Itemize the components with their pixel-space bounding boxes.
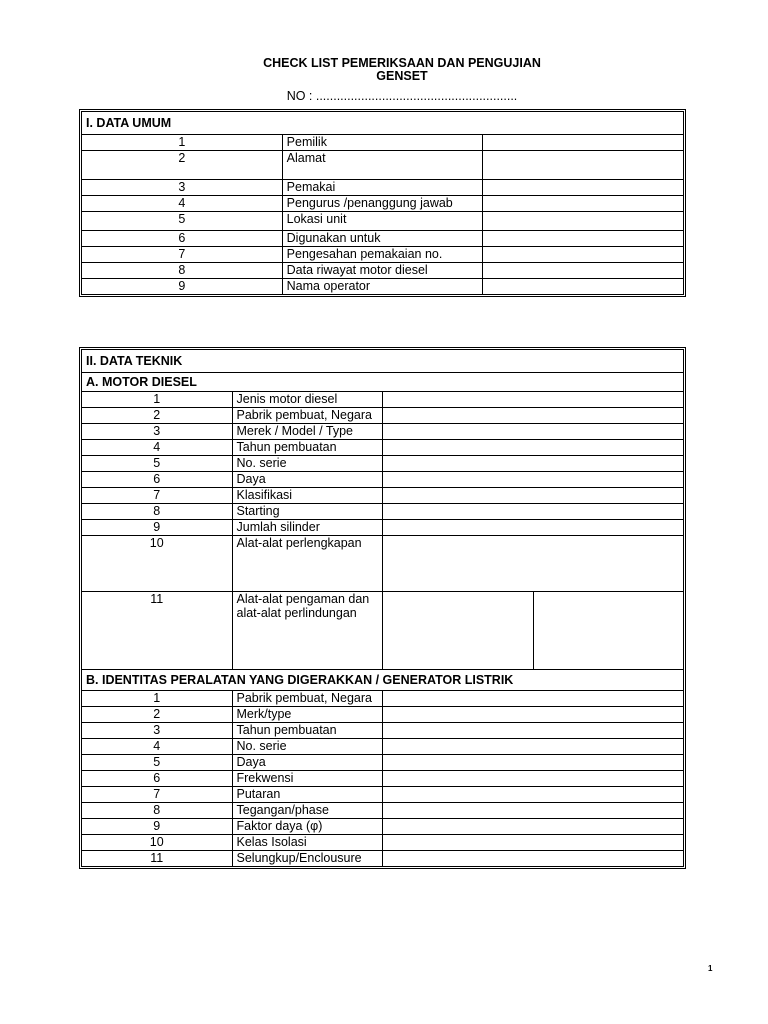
table-row — [82, 520, 684, 536]
row-number: 4 — [82, 440, 233, 456]
row-number: 5 — [82, 755, 233, 771]
row-number: 7 — [82, 488, 233, 504]
table-row — [82, 803, 684, 819]
row-number: 4 — [82, 739, 233, 755]
document-title: CHECK LIST PEMERIKSAAN DAN PENGUJIAN — [263, 56, 541, 70]
row-label: No. serie — [232, 456, 383, 472]
page-number: 1 — [708, 964, 713, 973]
value-cell[interactable] — [483, 180, 684, 196]
value-cell[interactable] — [483, 151, 684, 180]
table-row — [82, 440, 684, 456]
row-label: Data riwayat motor diesel — [282, 263, 483, 279]
value-cell[interactable] — [483, 212, 684, 231]
row-number: 8 — [82, 803, 233, 819]
data-teknik-table — [79, 347, 686, 869]
row-label: Pemilik — [282, 135, 483, 151]
value-cell[interactable] — [383, 472, 684, 488]
table-row — [82, 212, 684, 231]
row-label: Alat-alat pengaman dan alat-alat perlindungan — [232, 592, 383, 670]
value-cell[interactable] — [483, 263, 684, 279]
row-number: 6 — [82, 231, 283, 247]
row-number: 2 — [82, 408, 233, 424]
table-row — [82, 536, 684, 592]
table-row — [82, 180, 684, 196]
table-row — [82, 755, 684, 771]
table-row — [82, 787, 684, 803]
value-cell[interactable] — [383, 739, 684, 755]
row-label: Starting — [232, 504, 383, 520]
row-label: Digunakan untuk — [282, 231, 483, 247]
row-label: Tegangan/phase — [232, 803, 383, 819]
row-label: Jumlah silinder — [232, 520, 383, 536]
value-cell[interactable] — [383, 771, 684, 787]
value-cell[interactable] — [383, 424, 684, 440]
section-heading: II. DATA TEKNIK — [82, 350, 684, 373]
row-label: Tahun pembuatan — [232, 723, 383, 739]
table-row — [82, 231, 684, 247]
table-row — [82, 691, 684, 707]
table-row — [82, 771, 684, 787]
row-number: 1 — [82, 392, 233, 408]
row-label: Merek / Model / Type — [232, 424, 383, 440]
table-row — [82, 456, 684, 472]
row-label: Putaran — [232, 787, 383, 803]
value-cell[interactable] — [383, 835, 684, 851]
value-cell[interactable] — [383, 408, 684, 424]
table-row — [82, 392, 684, 408]
value-cell[interactable] — [383, 456, 684, 472]
row-number: 2 — [82, 707, 233, 723]
table-row — [82, 707, 684, 723]
row-label: Alamat — [282, 151, 483, 180]
table-row — [82, 819, 684, 835]
subsection-heading: B. IDENTITAS PERALATAN YANG DIGERAKKAN / GENERATOR LISTRIK — [82, 670, 684, 691]
value-cell[interactable] — [483, 135, 684, 151]
row-number: 10 — [82, 536, 233, 592]
table-row — [82, 504, 684, 520]
table-row — [82, 488, 684, 504]
row-label: Pemakai — [282, 180, 483, 196]
data-umum-table — [79, 109, 686, 297]
row-label: Daya — [232, 755, 383, 771]
table-row — [82, 851, 684, 867]
section-heading: I. DATA UMUM — [82, 112, 684, 135]
row-number: 6 — [82, 472, 233, 488]
row-number: 7 — [82, 787, 233, 803]
value-cell[interactable] — [383, 440, 684, 456]
row-number: 6 — [82, 771, 233, 787]
table-row — [82, 279, 684, 295]
document-number-line: NO : .......................................................... — [286, 89, 518, 103]
row-label: Selungkup/Enclousure — [232, 851, 383, 867]
row-label: Merk/type — [232, 707, 383, 723]
row-label: Klasifikasi — [232, 488, 383, 504]
row-label: No. serie — [232, 739, 383, 755]
row-label: Pengesahan pemakaian no. — [282, 247, 483, 263]
row-number: 3 — [82, 424, 233, 440]
row-number: 8 — [82, 263, 283, 279]
row-number: 9 — [82, 520, 233, 536]
table-row — [82, 408, 684, 424]
row-label: Frekwensi — [232, 771, 383, 787]
value-cell[interactable] — [483, 247, 684, 263]
row-number: 11 — [82, 592, 233, 670]
table-row — [82, 835, 684, 851]
value-cell[interactable] — [383, 723, 684, 739]
table-row — [82, 424, 684, 440]
table-row — [82, 723, 684, 739]
table-row — [82, 247, 684, 263]
value-cell[interactable] — [383, 504, 684, 520]
value-cell[interactable] — [483, 196, 684, 212]
value-cell[interactable] — [483, 231, 684, 247]
value-cell[interactable] — [383, 592, 534, 670]
row-label: Daya — [232, 472, 383, 488]
row-number: 3 — [82, 723, 233, 739]
table-row — [82, 739, 684, 755]
value-cell[interactable] — [383, 520, 684, 536]
row-label: Tahun pembuatan — [232, 440, 383, 456]
table-row — [82, 135, 684, 151]
table-row — [82, 263, 684, 279]
value-cell[interactable] — [383, 803, 684, 819]
table-row — [82, 151, 684, 180]
row-number: 1 — [82, 691, 233, 707]
table-row — [82, 592, 684, 670]
row-number: 9 — [82, 279, 283, 295]
row-label: Pabrik pembuat, Negara — [232, 408, 383, 424]
row-label: Jenis motor diesel — [232, 392, 383, 408]
row-number: 10 — [82, 835, 233, 851]
value-cell[interactable] — [383, 707, 684, 723]
row-number: 5 — [82, 456, 233, 472]
row-number: 1 — [82, 135, 283, 151]
value-cell[interactable] — [383, 819, 684, 835]
value-cell[interactable] — [383, 755, 684, 771]
row-label: Nama operator — [282, 279, 483, 295]
value-cell[interactable] — [383, 691, 684, 707]
value-cell[interactable] — [533, 592, 684, 670]
value-cell[interactable] — [383, 787, 684, 803]
row-label: Alat-alat perlengkapan — [232, 536, 383, 592]
row-number: 3 — [82, 180, 283, 196]
table-row — [82, 196, 684, 212]
row-label: Faktor daya (φ) — [232, 819, 383, 835]
row-label: Pengurus /penanggung jawab — [282, 196, 483, 212]
value-cell[interactable] — [383, 536, 684, 592]
row-number: 5 — [82, 212, 283, 231]
subsection-heading: A. MOTOR DIESEL — [82, 373, 684, 392]
row-number: 9 — [82, 819, 233, 835]
row-number: 8 — [82, 504, 233, 520]
row-label: Lokasi unit — [282, 212, 483, 231]
value-cell[interactable] — [483, 279, 684, 295]
row-label: Kelas Isolasi — [232, 835, 383, 851]
value-cell[interactable] — [383, 392, 684, 408]
table-row — [82, 472, 684, 488]
document-subtitle: GENSET — [376, 69, 428, 83]
row-number: 7 — [82, 247, 283, 263]
value-cell[interactable] — [383, 488, 684, 504]
value-cell[interactable] — [383, 851, 684, 867]
row-number: 4 — [82, 196, 283, 212]
row-number: 2 — [82, 151, 283, 180]
row-label: Pabrik pembuat, Negara — [232, 691, 383, 707]
row-number: 11 — [82, 851, 233, 867]
